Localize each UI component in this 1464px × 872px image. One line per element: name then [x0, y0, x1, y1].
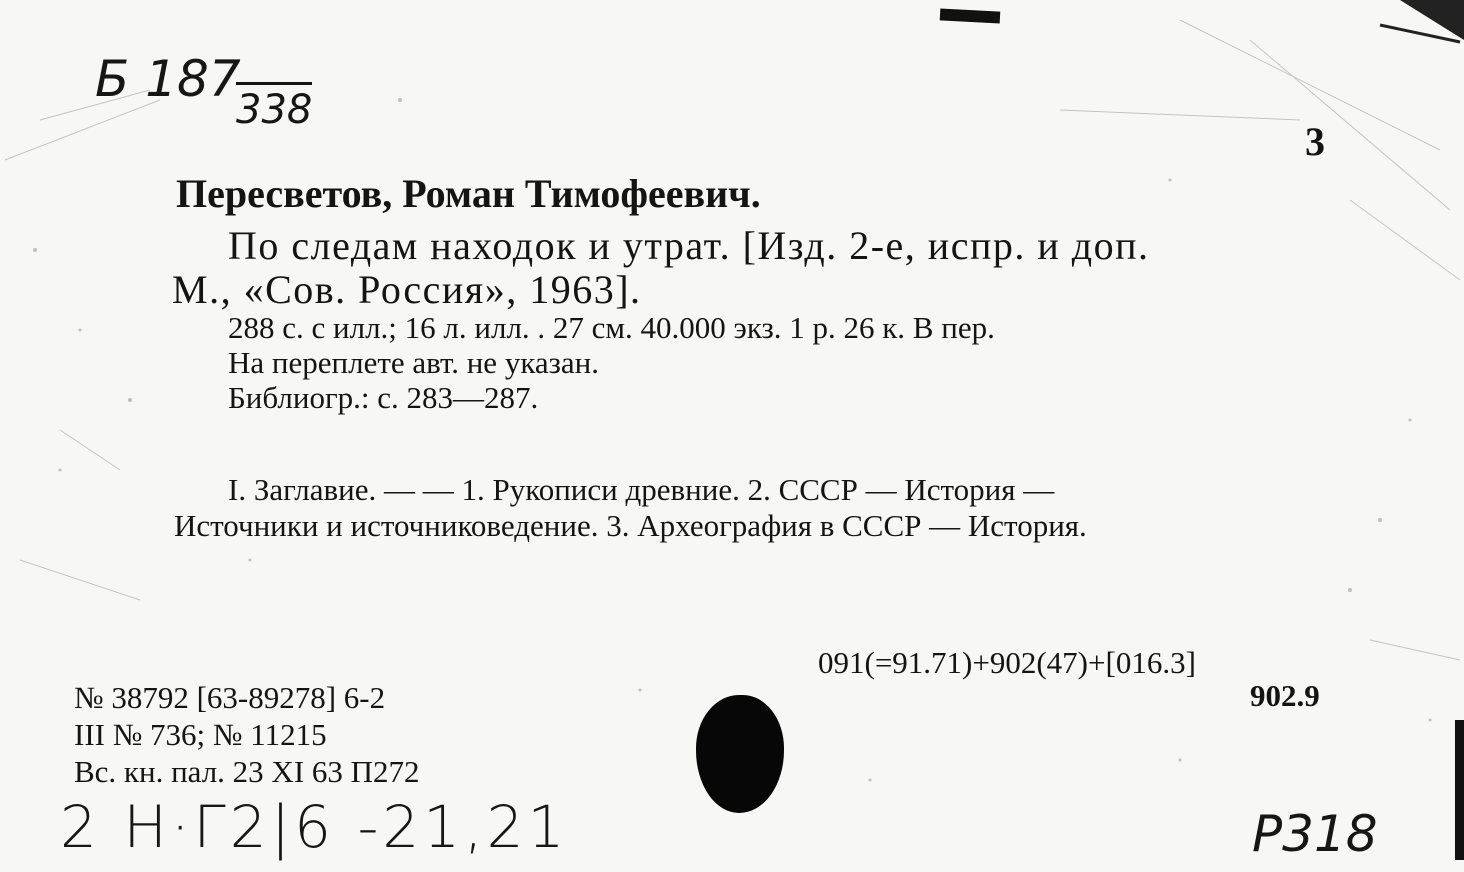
registry-line-3: Вс. кн. пал. 23 XI 63 П272 — [74, 754, 420, 789]
handwritten-call-number: Б 187 — [95, 50, 241, 108]
title-line-1: По следам находок и утрат. [Изд. 2-е, испр. и доп. — [228, 223, 1150, 268]
description-line-3: Библиогр.: с. 283—287. — [228, 380, 539, 415]
subjects-line-2: Источники и источниковедение. 3. Археография в СССР — История. — [174, 508, 1087, 543]
description-line-2: На переплете авт. не указан. — [228, 345, 600, 380]
classification-line-2: 902.9 — [1250, 678, 1320, 713]
card-number: 3 — [1305, 119, 1325, 164]
description-line-1: 288 с. с илл.; 16 л. илл. . 27 см. 40.000 экз. 1 р. 26 к. В пер. — [228, 310, 995, 345]
classification-line-1: 091(=91.71)+902(47)+[016.3] — [818, 645, 1196, 680]
subjects-line-1: I. Заглавие. — — 1. Рукописи древние. 2. СССР — История — — [228, 472, 1055, 507]
registry-line-2: III № 736; № 11215 — [74, 717, 327, 752]
handwritten-call-number-sub: 338 — [236, 82, 312, 133]
handwritten-bottom-right: P318 — [1252, 805, 1378, 863]
registry-line-1: № 38792 [63-89278] 6-2 — [74, 680, 386, 715]
title-line-2: М., «Сов. Россия», 1963]. — [172, 267, 642, 312]
handwritten-bottom-code: 2 Н·Г2|6 -21,21 — [60, 793, 569, 861]
author-heading: Пересветов, Роман Тимофеевич. — [176, 171, 761, 216]
